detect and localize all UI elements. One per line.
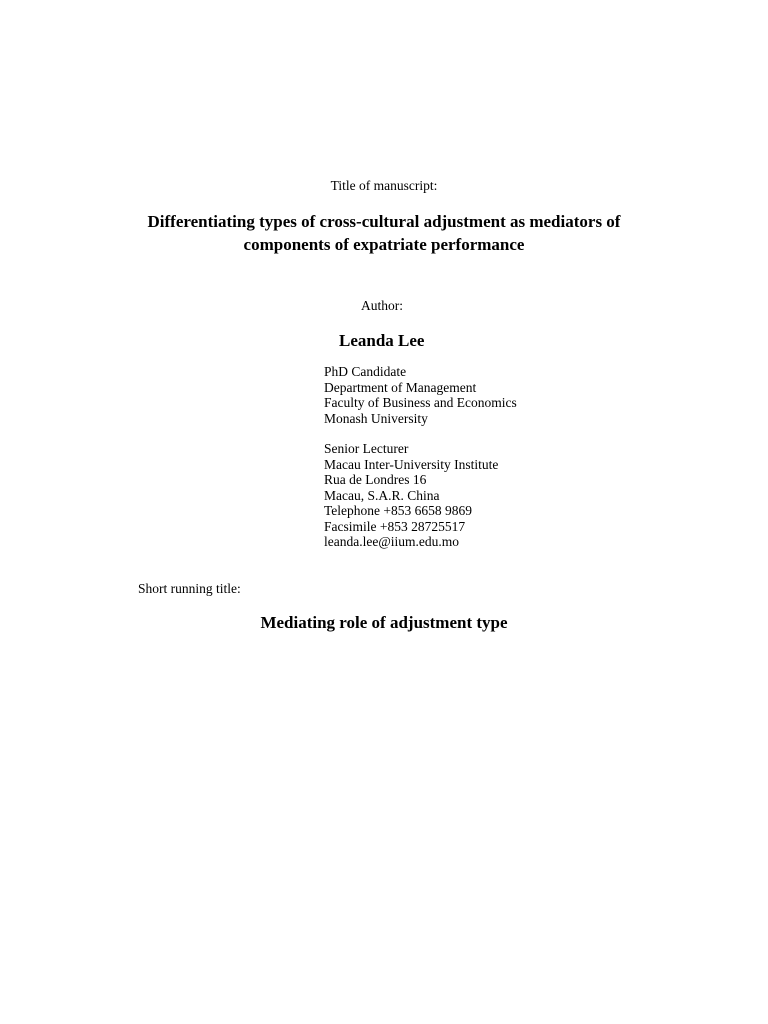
facsimile: Facsimile +853 28725517 xyxy=(324,518,466,534)
affiliation-secondary xyxy=(324,441,498,550)
affiliation-line: Monash University xyxy=(324,410,428,426)
author-name: Leanda Lee xyxy=(339,331,425,350)
affiliation-line: PhD Candidate xyxy=(324,364,407,379)
telephone: Telephone +853 6658 9869 xyxy=(324,503,473,518)
affiliation-line: Faculty of Business and Economics xyxy=(324,395,517,410)
affiliation-line: Macau Inter-University Institute xyxy=(324,456,499,472)
manuscript-title-line-1: Differentiating types of cross-cultural adjustment as mediators of xyxy=(147,212,621,231)
affiliation-primary xyxy=(324,364,517,426)
title-of-manuscript-label: Title of manuscript: xyxy=(330,178,438,193)
affiliation-line: Department of Management xyxy=(324,379,477,395)
affiliation-line: Rua de Londres 16 xyxy=(324,472,427,487)
manuscript-title-line-2: components of expatriate performance xyxy=(243,235,525,254)
affiliation-line: Macau, S.A.R. China xyxy=(324,487,440,503)
affiliation-line: Senior Lecturer xyxy=(324,441,409,456)
short-running-title: Mediating role of adjustment type xyxy=(260,613,508,632)
manuscript-title xyxy=(0,210,768,256)
short-running-title-label: Short running title: xyxy=(138,581,241,596)
author-label: Author: xyxy=(361,298,403,313)
email-address: leanda.lee@iium.edu.mo xyxy=(324,534,460,549)
